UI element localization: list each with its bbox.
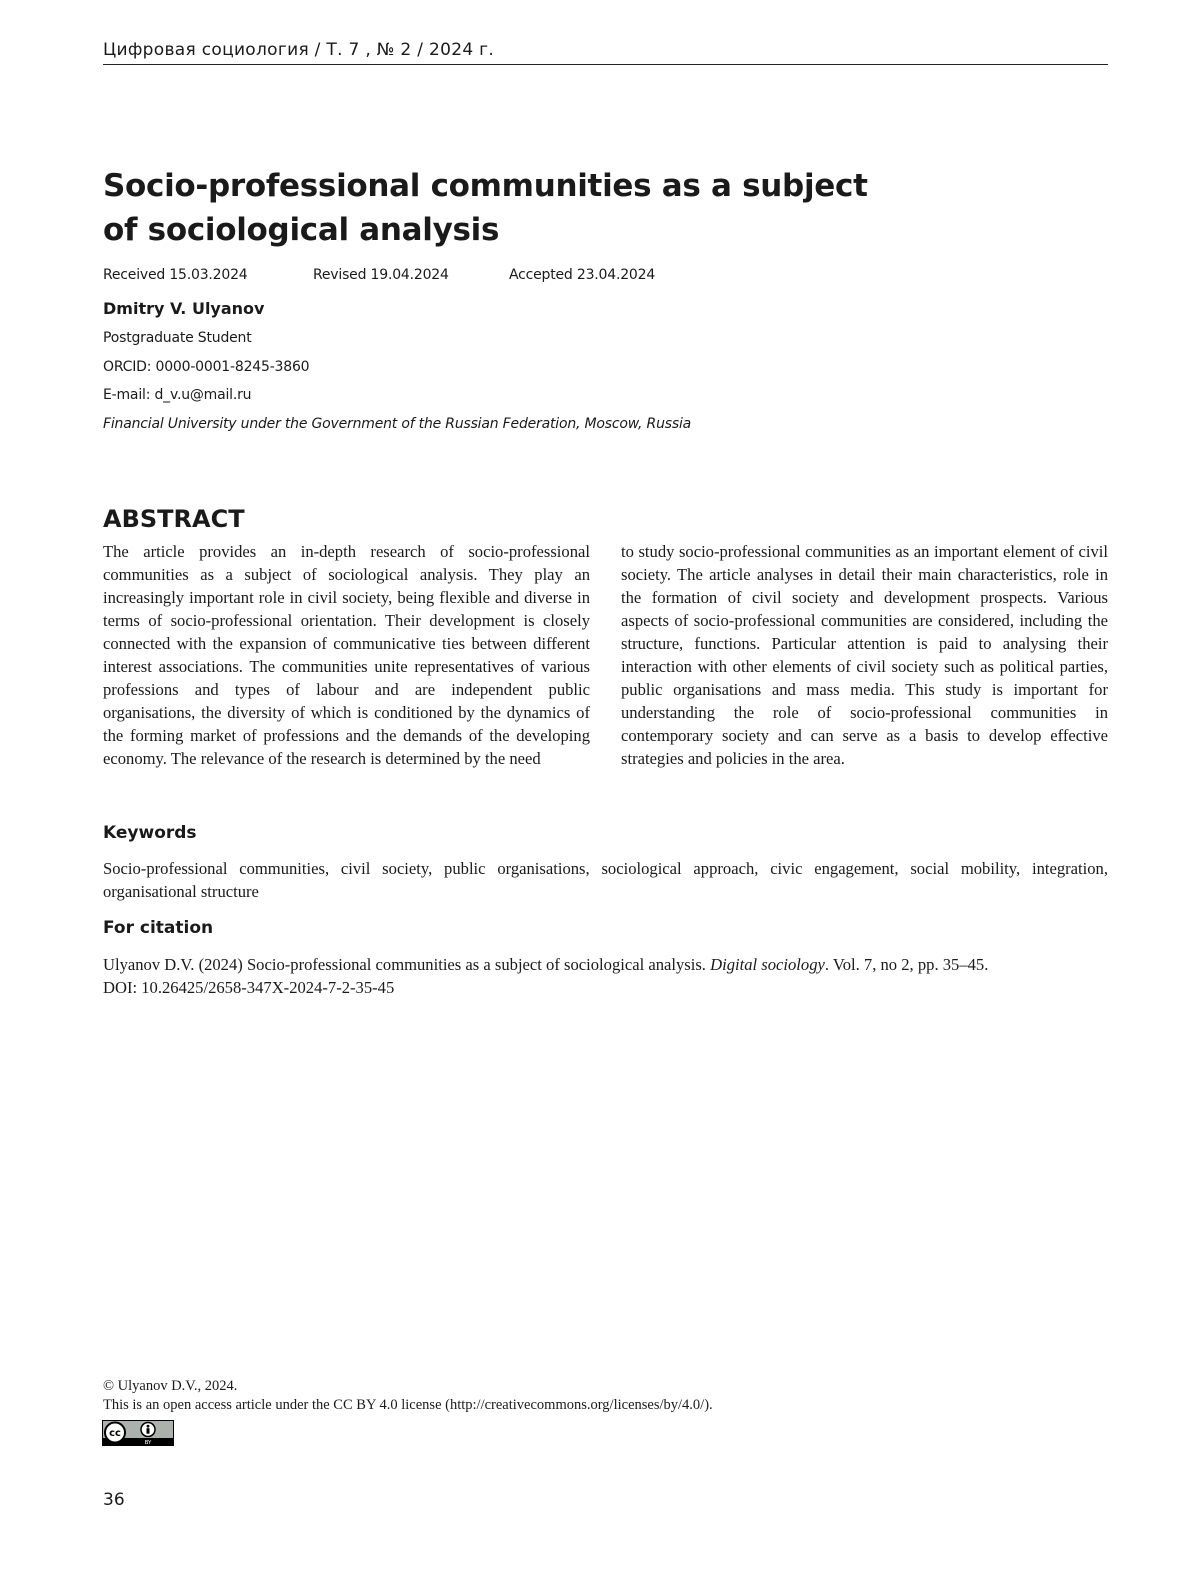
license-note [103, 1377, 713, 1415]
cc-icon [105, 1423, 125, 1443]
received-date: Received 15.03.2024 [103, 267, 248, 283]
accepted-date: Accepted 23.04.2024 [509, 267, 656, 283]
by-label: BY [144, 1440, 152, 1446]
copyright-line: © Ulyanov D.V., 2024. [103, 1378, 238, 1394]
citation-volume: . Vol. 7, no 2, pp. 35–45. [824, 955, 989, 974]
author-name: Dmitry V. Ulyanov [103, 299, 265, 318]
author-affiliation: Financial University under the Government of the Russian Federation, Moscow, Russia [103, 416, 692, 432]
citation-doi: DOI: 10.26425/2658-347X-2024-7-2-35-45 [103, 978, 395, 997]
title-line-1: Socio-professional communities as a subject [103, 168, 868, 204]
cc-by-license-badge [102, 1420, 174, 1446]
citation-journal: Digital sociology [710, 955, 825, 974]
revised-date: Revised 19.04.2024 [313, 267, 449, 283]
title-line-2: of sociological analysis [103, 212, 500, 248]
author-email: E-mail: d_v.u@mail.ru [103, 387, 252, 403]
abstract-text-left: The article provides an in-depth research of socio-professional communities as a subject of sociological analysis. They play an increasingly important role in civil society, being flexible and diverse in terms of socio-professional orientation. Their development is closely connected with the expansion of communicative ties between different interest associations. The communities unite representatives of various professions and types of labour and are independent public organisations, the diversity of which is conditioned by the dynamics of the forming market of professions and the demands of the developing economy. The relevance of the research is determined by the need [103, 542, 590, 768]
citation-heading: For citation [103, 918, 214, 938]
page-number: 36 [103, 1490, 125, 1510]
abstract-heading: ABSTRACT [103, 505, 245, 533]
cc-icon-label: cc [109, 1428, 121, 1439]
running-header: Цифровая социология / Т. 7 , № 2 / 2024 г. [103, 40, 1108, 65]
article-title [103, 164, 1003, 252]
keywords-heading: Keywords [103, 823, 197, 843]
license-line: This is an open access article under the CC BY 4.0 license (http://creativecommons.org/licenses/by/4.0/). [103, 1397, 713, 1413]
citation-text [103, 953, 1108, 999]
citation-reference: Ulyanov D.V. (2024) Socio-professional communities as a subject of sociological analysis. [103, 955, 711, 974]
author-position: Postgraduate Student [103, 330, 252, 346]
author-orcid: ORCID: 0000-0001-8245-3860 [103, 359, 310, 375]
attribution-person-icon [141, 1423, 155, 1437]
abstract-text-right: to study socio-professional communities as an important element of civil society. The article analyses in detail their main characteristics, role in the formation of civil society and development prospects. Various aspects of socio-professional communities are considered, including the structure, functions. Particular attention is paid to analysing their interaction with other elements of civil society such as political parties, public organisations and mass media. This study is important for understanding the role of socio-professional communities in contemporary society and can serve as a basis to develop effective strategies and policies in the area. [621, 542, 1108, 768]
keywords-text: Socio-professional communities, civil society, public organisations, sociological approach, civic engagement, social mobility, integration, organisational structure [103, 859, 1108, 901]
